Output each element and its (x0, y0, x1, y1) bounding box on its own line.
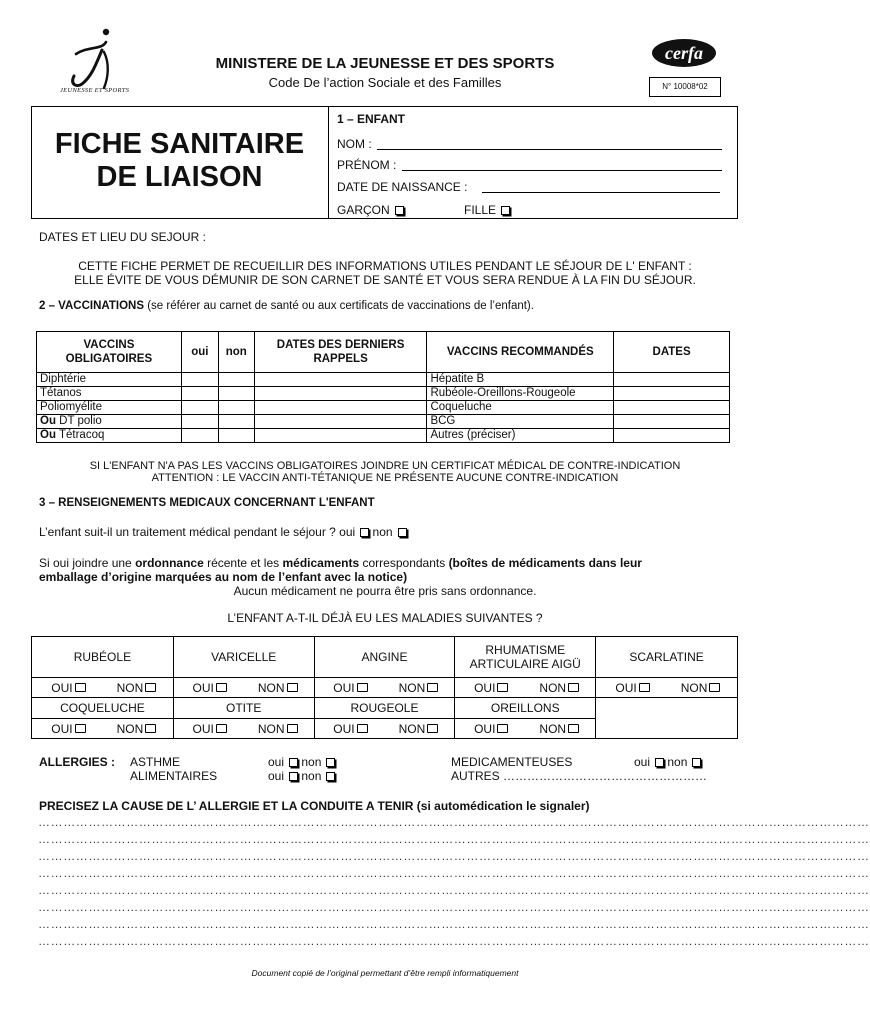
code-subtitle: Code De l’action Sociale et des Familles (268, 75, 502, 90)
autres-field[interactable]: …………………………………………… (503, 769, 708, 783)
allergies-label: ALLERGIES : (39, 755, 116, 769)
dotted-line[interactable]: ……………………………………………………………………………………………………………………………………………………………………………… (38, 917, 870, 931)
footer-note: Document copié de l’original permettant d’être rempli informatiquement (251, 968, 519, 978)
non-checkbox[interactable] (287, 724, 298, 733)
oblig-label: Diphtérie (40, 373, 87, 385)
diseases-table (31, 636, 738, 739)
oui-cell[interactable] (181, 401, 218, 415)
oui-label: oui (268, 755, 285, 769)
naissance-field[interactable] (482, 192, 720, 193)
ou-prefix: Ou (40, 415, 56, 427)
oblig-cell (37, 387, 182, 401)
oui-checkbox[interactable] (75, 724, 86, 733)
table-row (37, 401, 730, 415)
oblig-cell (37, 429, 182, 443)
enfant-heading: 1 – ENFANT (337, 112, 406, 126)
ministry-title: MINISTERE DE LA JEUNESSE ET DES SPORTS (215, 55, 555, 72)
oui-checkbox[interactable] (357, 724, 368, 733)
oblig-label: DT polio (55, 415, 102, 427)
dates-lieu-label: DATES ET LIEU DU SEJOUR : (39, 230, 206, 244)
non-checkbox[interactable] (709, 683, 720, 692)
disease-labels-row-2 (32, 698, 738, 719)
dotted-line[interactable]: ……………………………………………………………………………………………………………………………………………………………………………… (38, 900, 870, 914)
ordo-text: correspondants (359, 556, 449, 570)
yes-no-cell (32, 678, 174, 698)
non-cell[interactable] (218, 373, 254, 387)
alimentaires-options (268, 769, 335, 783)
cerfa-logo (651, 38, 717, 68)
col-oblig: VACCINS OBLIGATOIRES (37, 332, 182, 373)
oui-cell[interactable] (181, 373, 218, 387)
non-checkbox[interactable] (145, 724, 156, 733)
rappel-cell[interactable] (254, 401, 427, 415)
disease-labels-row-1 (32, 637, 738, 678)
non-label: NON (116, 721, 144, 736)
oui-label: OUI (474, 721, 496, 736)
ordo-text: (boîtes de médicaments dans leur (448, 556, 642, 570)
dotted-line[interactable]: ……………………………………………………………………………………………………………………………………………………………………………… (38, 866, 870, 880)
nom-field[interactable] (377, 149, 722, 150)
non-label: NON (398, 721, 426, 736)
oui-checkbox[interactable] (639, 683, 650, 692)
rappel-cell[interactable] (254, 373, 427, 387)
oui-label: OUI (333, 680, 355, 695)
oui-checkbox[interactable] (216, 683, 227, 692)
dotted-line[interactable]: ……………………………………………………………………………………………………………………………………………………………………………… (38, 934, 870, 948)
asthme-label: ASTHME (130, 755, 181, 769)
autres-row (451, 769, 707, 783)
form-title (31, 128, 328, 194)
traitement-oui-checkbox[interactable] (360, 528, 369, 537)
disease-label: RUBÉOLE (32, 637, 174, 678)
ordonnance-line-2: emballage d’origine marquées au nom de l’enfant avec la notice) (39, 570, 408, 584)
non-label: non (667, 755, 688, 769)
ordo-text: médicaments (282, 556, 360, 570)
yes-no-cell (596, 678, 738, 698)
oblig-label: Poliomyélite (40, 401, 102, 413)
oui-checkbox[interactable] (216, 724, 227, 733)
vacc-header-row (37, 332, 730, 373)
non-label: NON (116, 680, 144, 695)
oui-checkbox[interactable] (75, 683, 86, 692)
date-cell[interactable] (614, 401, 730, 415)
dotted-line[interactable]: ……………………………………………………………………………………………………………………………………………………………………………… (38, 849, 870, 863)
yes-no-cell (173, 678, 314, 698)
garcon-label: GARÇON (337, 203, 390, 217)
non-cell[interactable] (218, 387, 254, 401)
rappel-cell[interactable] (254, 415, 427, 429)
intro-line-2: ELLE ÉVITE DE VOUS DÉMUNIR DE SON CARNET DE SANTÉ ET VOUS SERA RENDUE À LA FIN DU SÉJOUR. (74, 273, 696, 287)
non-cell[interactable] (218, 401, 254, 415)
cerfa-number: N° 10008*02 (649, 77, 721, 97)
vacc-heading-note: (se référer au carnet de santé ou aux certificats de vaccinations de l’enfant). (147, 300, 534, 312)
col-oui: oui (181, 332, 218, 373)
fille-option (464, 203, 510, 217)
oui-label: OUI (474, 680, 496, 695)
non-cell[interactable] (218, 415, 254, 429)
non-checkbox[interactable] (568, 724, 579, 733)
date-cell[interactable] (614, 387, 730, 401)
traitement-question (39, 525, 407, 539)
oui-cell[interactable] (181, 415, 218, 429)
disease-label: ROUGEOLE (314, 698, 455, 719)
oui-checkbox[interactable] (357, 683, 368, 692)
asthme-non-checkbox[interactable] (326, 758, 335, 767)
table-row (37, 373, 730, 387)
asthme-options (268, 755, 335, 769)
vacc-heading-label: 2 – VACCINATIONS (39, 300, 145, 312)
non-checkbox[interactable] (287, 683, 298, 692)
non-label: non (301, 769, 322, 783)
title-line-1: FICHE SANITAIRE (54, 128, 305, 160)
prenom-field[interactable] (402, 170, 722, 171)
vaccination-table (36, 331, 730, 443)
oui-cell[interactable] (181, 429, 218, 443)
rappel-cell[interactable] (254, 387, 427, 401)
alimentaires-label: ALIMENTAIRES (130, 769, 218, 783)
oui-label: OUI (192, 721, 214, 736)
medical-heading: 3 – RENSEIGNEMENTS MEDICAUX CONCERNANT L'ENFANT (39, 497, 375, 509)
col-non: non (218, 332, 254, 373)
non-label: NON (257, 680, 285, 695)
oui-label: OUI (51, 721, 73, 736)
ordo-text: Si oui joindre une (39, 556, 136, 570)
oui-label: oui (634, 755, 651, 769)
non-checkbox[interactable] (427, 724, 438, 733)
oblig-label: Tétracoq (55, 429, 105, 441)
oui-label: OUI (192, 680, 214, 695)
non-label: NON (539, 680, 567, 695)
non-label: NON (539, 721, 567, 736)
table-row (37, 415, 730, 429)
identity-divider (328, 106, 329, 219)
ordo-text: récente et les (203, 556, 283, 570)
fille-checkbox[interactable] (501, 206, 510, 215)
disease-label: OTITE (173, 698, 314, 719)
non-checkbox[interactable] (427, 683, 438, 692)
oui-checkbox[interactable] (497, 683, 508, 692)
disease-label: ANGINE (314, 637, 455, 678)
col-recom: VACCINS RECOMMANDÉS (427, 332, 614, 373)
oui-checkbox[interactable] (497, 724, 508, 733)
vacc-heading (39, 300, 534, 312)
traitement-non-checkbox[interactable] (398, 528, 407, 537)
yes-no-cell (173, 719, 314, 739)
recom-cell: Rubéole-Oreillons-Rougeole (427, 387, 614, 401)
oui-cell[interactable] (181, 387, 218, 401)
alimentaires-oui-checkbox[interactable] (289, 772, 298, 781)
nom-label: NOM : (337, 137, 372, 151)
svg-text:cerfa: cerfa (665, 43, 703, 63)
date-cell[interactable] (614, 373, 730, 387)
yes-no-cell (314, 719, 455, 739)
alimentaires-non-checkbox[interactable] (326, 772, 335, 781)
oui-label: OUI (51, 680, 73, 695)
non-checkbox[interactable] (145, 683, 156, 692)
non-label: NON (257, 721, 285, 736)
prenom-label: PRÉNOM : (337, 158, 397, 172)
ordonnance-line-1 (39, 556, 642, 570)
medicamenteuses-options (634, 755, 701, 769)
non-label: NON (680, 680, 708, 695)
dotted-line[interactable]: ……………………………………………………………………………………………………………………………………………………………………………… (38, 883, 870, 897)
oui-label: OUI (615, 680, 637, 695)
oblig-cell (37, 401, 182, 415)
recom-cell: Hépatite B (427, 373, 614, 387)
disease-label: COQUELUCHE (32, 698, 174, 719)
recom-cell: BCG (427, 415, 614, 429)
vacc-note-2: ATTENTION : LE VACCIN ANTI-TÉTANIQUE NE PRÉSENTE AUCUNE CONTRE-INDICATION (151, 472, 619, 484)
ordo-text: ordonnance (135, 556, 204, 570)
col-dates-rappels: DATES DES DERNIERS RAPPELS (254, 332, 427, 373)
dotted-line[interactable]: ……………………………………………………………………………………………………………………………………………………………………………… (38, 815, 870, 829)
medicamenteuses-non-checkbox[interactable] (692, 758, 701, 767)
oui-label: oui (268, 769, 285, 783)
table-row (37, 387, 730, 401)
precisez-heading: PRECISEZ LA CAUSE DE L’ ALLERGIE ET LA CONDUITE A TENIR (si automédication le signaler) (39, 799, 590, 813)
traitement-label: L’enfant suit-il un traitement médical pendant le séjour ? oui (39, 525, 356, 539)
maladies-question: L’ENFANT A-T-IL DÉJÀ EU LES MALADIES SUIVANTES ? (227, 611, 543, 625)
garcon-checkbox[interactable] (395, 206, 404, 215)
oblig-cell (37, 373, 182, 387)
disease-label: VARICELLE (173, 637, 314, 678)
ou-prefix: Ou (40, 429, 56, 441)
dotted-line[interactable]: ……………………………………………………………………………………………………………………………………………………………………………… (38, 832, 870, 846)
yes-no-cell (314, 678, 455, 698)
date-cell[interactable] (614, 415, 730, 429)
table-row (37, 429, 730, 443)
yes-no-cell (455, 719, 596, 739)
disease-label: SCARLATINE (596, 637, 738, 678)
recom-cell: Coqueluche (427, 401, 614, 415)
ordonnance-line-3: Aucun médicament ne pourra être pris sans ordonnance. (233, 584, 537, 598)
yes-no-cell (32, 719, 174, 739)
non-cell[interactable] (218, 429, 254, 443)
naissance-label: DATE DE NAISSANCE : (337, 180, 468, 194)
non-label: NON (398, 680, 426, 695)
garcon-option (337, 203, 404, 217)
date-cell[interactable] (614, 429, 730, 443)
disease-label: OREILLONS (455, 698, 596, 719)
rappel-cell[interactable] (254, 429, 427, 443)
vacc-note-1: SI L'ENFANT N'A PAS LES VACCINS OBLIGATOIRES JOINDRE UN CERTIFICAT MÉDICAL DE CONTRE-INDICATION (89, 460, 681, 472)
medicamenteuses-label: MEDICAMENTEUSES (451, 755, 573, 769)
yes-no-cell (455, 678, 596, 698)
medicamenteuses-oui-checkbox[interactable] (655, 758, 664, 767)
disease-label: RHUMATISME ARTICULAIRE AIGÜ (455, 637, 596, 678)
oblig-cell (37, 415, 182, 429)
asthme-oui-checkbox[interactable] (289, 758, 298, 767)
col-dates: DATES (614, 332, 730, 373)
logo-caption: JEUNESSE ET SPORTS (60, 87, 130, 94)
oblig-label: Tétanos (40, 387, 82, 399)
traitement-non-label: non (372, 525, 393, 539)
empty-cell (596, 698, 738, 739)
non-label: non (301, 755, 322, 769)
non-checkbox[interactable] (568, 683, 579, 692)
title-line-2: DE LIAISON (96, 161, 263, 193)
recom-cell: Autres (préciser) (427, 429, 614, 443)
fille-label: FILLE (464, 203, 497, 217)
autres-label: AUTRES (451, 769, 500, 783)
disease-yn-row-1 (32, 678, 738, 698)
oui-label: OUI (333, 721, 355, 736)
intro-line-1: CETTE FICHE PERMET DE RECUEILLIR DES INFORMATIONS UTILES PENDANT LE SÉJOUR DE L' ENFANT : (78, 259, 692, 273)
